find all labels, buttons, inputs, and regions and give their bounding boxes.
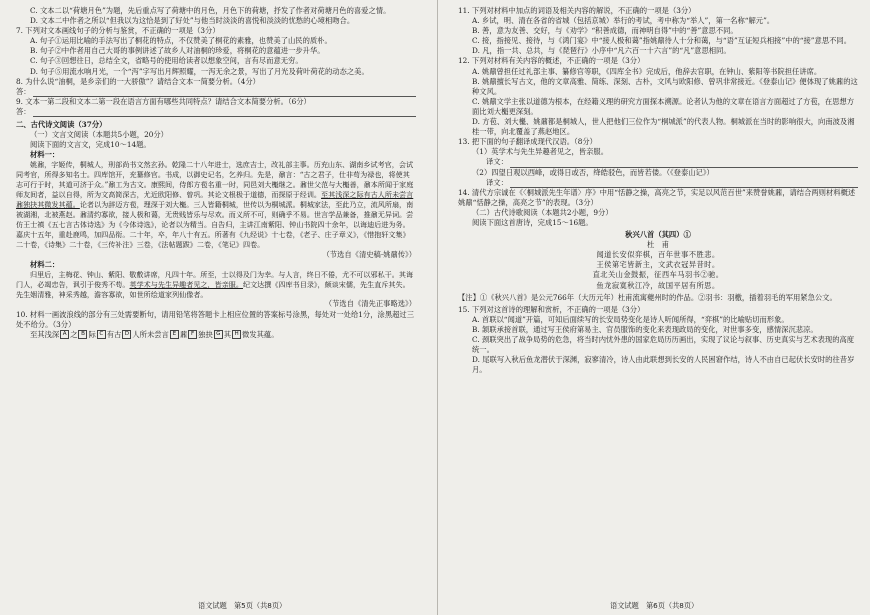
q13-sentence-2: （2）四望日观以西峰，或得日或否，绛皓驳色，而皆若偻。（《登泰山记》） xyxy=(472,167,714,177)
section-2-title: 二、古代诗文阅读（37分） xyxy=(16,120,107,130)
q10-answer-box[interactable]: G xyxy=(214,330,223,339)
poem-title: 秋兴八首（其四）① xyxy=(625,230,691,240)
question-7: 7. 下列对文本画线句子的分析与鉴赏，不正确的一项是（3分） xyxy=(16,26,220,36)
question-13: 13. 把下面的句子翻译成现代汉语。（8分） xyxy=(458,137,597,147)
q12-option-d: D. 方苞、刘大櫆、姚鼐都是桐城人，世人把他们三位作为“桐城派”的代表人物。桐城派在当时的影响很大，向南波及湘桂一带，向北覆盖了燕赵地区。 xyxy=(472,117,855,137)
poem-line-4: 鱼龙寂寞秋江冷，故国平居有所思。 xyxy=(596,280,720,290)
q10-segmentation-line[interactable] xyxy=(16,330,416,340)
q15-option-b: B. 颔联承接首联，通过写王侯府第易主、官员服饰的变化来表现政局的变化，对世事多变，感情深沉悲凉。 xyxy=(472,324,818,334)
q10-answer-box[interactable]: C xyxy=(97,330,106,339)
subsection-2-intro: 阅读下面这首唐诗，完成15～16题。 xyxy=(472,217,593,227)
subsection-1-intro: 阅读下面的文言文，完成10～14题。 xyxy=(30,140,151,150)
underline-sentence: 英学术与先生异趣者见之，皆亲服。 xyxy=(129,279,243,289)
q11-option-c: C. 接，指接见、接待，与《鸿门宴》中“接人极和蔼”指姚鼐待人十分和蔼，与“语”互证短兵相接”中的“接”意思不同。 xyxy=(472,36,852,46)
q10-text-segment: 微 xyxy=(242,329,250,339)
q8-answer-label: 答： xyxy=(16,86,31,96)
q15-option-c: C. 颈联突出了战争局势的危急，将当时内忧外患的国家危局历历画出，实现了议论与叙事、历史真实与艺术表现的高度统一。 xyxy=(472,335,855,355)
poem-author: 杜 甫 xyxy=(647,240,669,250)
q10-answer-box[interactable]: H xyxy=(232,330,241,339)
question-9: 9. 文本一第二段和文本二第一段在语言方面有哪些共同特点？请结合文本简要分析。（6分） xyxy=(16,96,311,106)
question-8: 8. 为什么说“油桐，是乡亲们的一大骄傲”？请结合文本一简要分析。（4分） xyxy=(16,76,260,86)
q7-option-d: D. 句子⑤用流水响月光，一个“泻”字写出月辉照耀，一泻无余之景，写出了月光及荷叶荷花的动态之美。 xyxy=(30,66,369,76)
q7-option-c: C. 句子③回想往日，总结全文，省略号的使用给读者以想象空间，言有尽而意无穷。 xyxy=(30,56,303,66)
subsection-1-title: （一）文言文阅读（本题共5小题，20分） xyxy=(30,130,168,140)
q11-option-d: D. 凡，指一共、总共，与《琵琶行》小序中“凡六百一十六言”的“凡”意思相同。 xyxy=(472,46,731,56)
right-page xyxy=(458,6,858,375)
answer-underline xyxy=(33,87,416,97)
q10-text-segment: 之 xyxy=(70,329,78,339)
q15-option-d: D. 尾联写入秋后鱼龙潜伏于深渊，寂寥清冷，诗人由此联想到长安的人民困窘作结，诗人不由自已起伏长安时的往昔岁月。 xyxy=(472,355,855,375)
q10-text-segment: 际 xyxy=(88,329,96,339)
q10-answer-box[interactable]: D xyxy=(122,330,131,339)
q10-answer-box[interactable]: E xyxy=(170,330,179,339)
right-page-footer: 语文试题 第6页（共8页） xyxy=(610,601,699,610)
q13-sentence-1: （1）英学术与先生异趣者见之，皆亲服。 xyxy=(472,147,608,157)
q10-answer-box[interactable]: A xyxy=(60,330,69,339)
q10-line-prefix: 至 xyxy=(30,329,38,339)
question-12: 12. 下列对材料有关内容的概述，不正确的一项是（3分） xyxy=(458,56,645,66)
material-1-source: （节选自《清史稿·姚鼐传》） xyxy=(322,249,416,259)
q10-answer-box[interactable]: F xyxy=(188,330,197,339)
answer-underline xyxy=(510,178,858,188)
poem-line-2: 王侯第宅皆新主，文武衣冠异昔时。 xyxy=(596,260,720,270)
material-1-label: 材料一： xyxy=(30,150,60,160)
subsection-2-title: （二）古代诗歌阅读（本题共2小题，9分） xyxy=(472,207,613,217)
answer-underline xyxy=(510,158,858,168)
poem-note: 【注】①《秋兴八首》是公元766年（大历元年）杜甫流寓夔州时的作品。②羽书：羽檄，插着羽毛的军用紧急公文。 xyxy=(458,292,837,302)
q13-1-translation-line[interactable] xyxy=(458,157,858,167)
translation-label: 译文： xyxy=(486,157,508,167)
q10-text-segment: 有古 xyxy=(106,329,122,339)
q10-text-segment: 人所未尝言 xyxy=(132,329,169,339)
q10-text-segment: 发其蕴。 xyxy=(249,329,279,339)
question-15: 15. 下列对这首诗的理解和赏析，不正确的一项是（3分） xyxy=(458,304,645,314)
q9-answer-line[interactable] xyxy=(16,107,416,117)
q12-option-c: C. 姚鼐文学主张以道德为根本，在经籍义理的研究方面探本溯源。论者认为他的文章在语言方面超过了方苞，在思想方面比刘大櫆更深刻。 xyxy=(472,96,855,116)
q7-prev-option-d: D. 文本二中作者之所以“但我以为这恰是到了好处”与他当时淡淡的喜悦和淡淡的忧愁的心境相吻合。 xyxy=(30,16,355,26)
q12-option-a: A. 姚鼐曾担任过礼部主事、纂修官等职，《四库全书》完成后，他辞去官职，在钟山、紫阳等书院担任讲席。 xyxy=(472,66,822,76)
q12-option-b: B. 姚鼐擅长写古文，他的文章高雅、简练、深刻、古朴，文风与欧阳修、曾巩非常接近。《登泰山记》便体现了姚鼐的这种文风。 xyxy=(472,76,858,96)
q11-option-a: A. 乡试，明、清在各省的省城（包括京城）举行的考试，考中称为“举人”，第一名称“解元”。 xyxy=(472,16,775,26)
q7-option-b: B. 句子②中作者用自己大哥的事例讲述了故乡人对油桐的珍爱，将桐花的意蕴进一步升华。 xyxy=(30,46,325,56)
q10-text-segment: 鼐 xyxy=(179,329,188,339)
q15-option-a: A. 首联以“闻道”开篇，可知后面续写的长安局势变化是诗人听闻所得，“弈棋”的比喻贴切而形象。 xyxy=(472,314,789,324)
page-divider xyxy=(437,0,438,615)
material-1-text-part1: 姚鼐，字姬传，桐城人，刑部尚书文然玄孙。乾隆二十八年进士，选庶吉士，改礼部主事。历充山东、湖南乡试考官，会试同考官，所得多知名士。四库馆开，充纂修官。书成，以御史记名，乞养归。先是，鼐言：“古之君子，仕非苟为禄也，将使其志可行于时，其道可济于众。”鼐工为古文。康熙间，侍郎方苞名重一时，同邑刘大櫆继之。鼐世父范与大櫆善，鼐本所闻于家庭师友间者，益以自得，所为文高简深古，尤近欧阳修、曾巩。其论文根极于道德，而探原于经训。至其浅深之际有古人所未尝言鼐独抉其微发其蕴。论者以为辞迈方苞，理深于刘大櫆。三人皆籍桐城，世传以为桐城派。桐城家法，至此乃立，流风所扇，南被湖湘，北被燕赵。鼐清约寡欲，接人极和蔼，无贵贱皆乐与尽欢。而义所不可，则确乎不易。世言学品兼备，推鼐无异词。尝仿王士禛《五七言古体诗选》为《今体诗选》，论者以为精当。自告归，主讲江南紫阳、钟山书院四十余年，以诲迪后进为务。嘉庆十五年，重赴鹿鸣，加四品衔。二十年，卒，年八十有五。所著有《九经说》十七卷，《老子、庄子章义》，《惜抱轩文集》二十卷，《诗集》二十卷，《三传补注》三卷，《法帖题跋》二卷，《笔记》四卷。 xyxy=(16,160,414,249)
q7-option-a: A. 句子①运用比喻的手法写出了桐花的特点，不仅赞美了桐花的素雅，也赞美了山民的质朴。 xyxy=(30,36,332,46)
q7-prev-option-c: C. 文本二以“荷塘月色”为题，先后重点写了荷塘中的月色，月色下的荷塘，抒发了作者对荷塘月色的喜爱之情。 xyxy=(30,6,391,15)
q9-answer-label: 答： xyxy=(16,106,31,116)
answer-underline xyxy=(33,107,416,117)
q10-text-segment: 其 xyxy=(223,329,232,339)
material-2-label: 材料二： xyxy=(30,259,60,269)
left-page-footer: 语文试题 第5页（共8页） xyxy=(198,601,287,610)
poem-line-3: 直北关山金鼓振，征西车马羽书②驰。 xyxy=(592,270,724,280)
material-2-source: （节选自《清先正事略选》） xyxy=(324,299,416,309)
poem-line-1: 闻道长安似弈棋，百年世事不胜悲。 xyxy=(596,250,720,260)
question-14: 14. 清代方宗诚在《〈桐城派先生年谱〉序》中用“恬静之操，高亮之节，实足以风范百世”来赞誉姚鼐，请结合两则材料概述姚鼐“恬静之操，高亮之节”的表现。（3分） xyxy=(458,187,856,207)
q10-answer-box[interactable]: B xyxy=(78,330,87,339)
q10-text-segment: 独抉 xyxy=(198,329,213,339)
q8-answer-line[interactable] xyxy=(16,87,416,97)
material-2-text: 归里后，主梅花、钟山、紫阳、敬敷讲席，凡四十年。所至，士以得及门为幸。与人言，终日不倦，尤不可以邪私干。其诲门人，必竭忠告，讽引于俊秀不苟。英学术与先生异趣者见之，皆亲服。纪文达撰《四库书目录》，颇谈宋儒，先生直斥其失。先生姻清雅，神采秀越，澹容寡欲，如世所绘道家列仙像者。 xyxy=(16,269,414,299)
translation-label: 译文： xyxy=(486,177,508,187)
question-10: 10. 材料一画波浪线的部分有三处需要断句，请用铅笔将答题卡上相应位置的答案标号涂黑，每处对一处给1分，涂黑超过三处不给分。（3分） xyxy=(16,309,414,329)
question-11: 11. 下列对材料中加点的词语及相关内容的解说，不正确的一项是（3分） xyxy=(458,6,696,15)
left-page xyxy=(16,6,416,340)
wavy-underline-sentence: 至其浅深之际有古人所未尝言鼐独抉其微发其蕴。 xyxy=(16,190,414,210)
q11-option-b: B. 善，意为友善、交好，与《劝学》“积善成德，而神明自得”中的“善”意思不同。 xyxy=(472,26,738,36)
q10-text-segment: 其浅深 xyxy=(37,329,60,339)
q13-2-translation-line[interactable] xyxy=(458,178,858,188)
